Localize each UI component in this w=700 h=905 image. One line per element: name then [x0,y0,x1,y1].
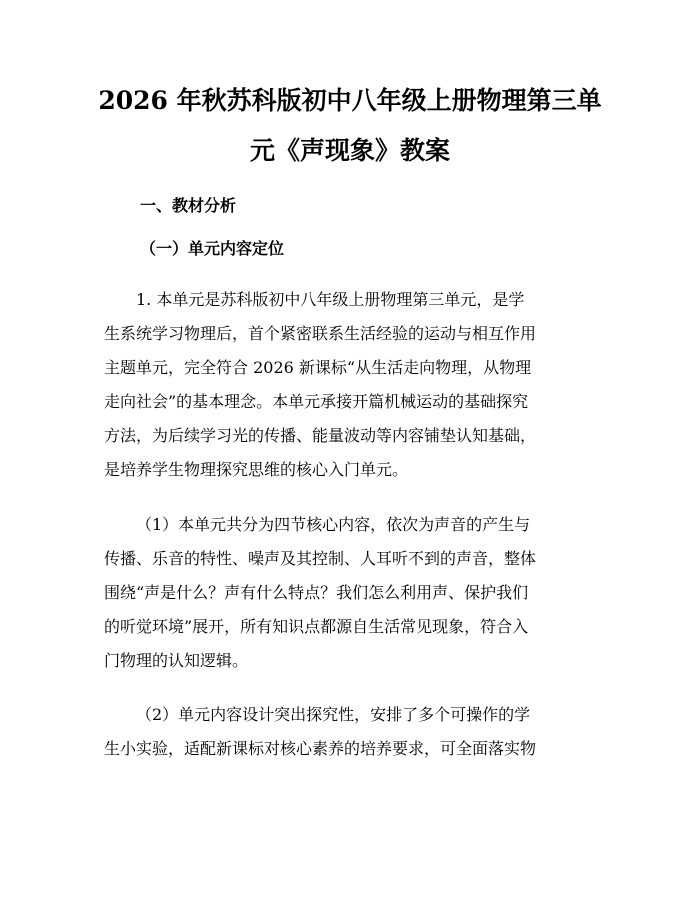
document-title-line-1: 2026 年秋苏科版初中八年级上册物理第三单 [98,86,602,115]
document-title-line-2: 元《声现象》教案 [249,136,450,165]
paragraph-line: （2）单元内容设计突出探究性，安排了多个可操作的学 [136,705,531,724]
paragraph-line: 传播、乐音的特性、噪声及其控制、人耳听不到的声音，整体 [104,549,537,568]
paragraph-line: （1）本单元共分为四节核心内容，依次为声音的产生与 [136,515,531,534]
paragraph-unit-positioning [104,290,604,494]
paragraph-unit-inquiry [104,705,604,773]
paragraph-line: 方法，为后续学习光的传播、能量波动等内容铺垫认知基础， [104,426,537,445]
subsection-heading: （一）单元内容定位 [140,239,285,258]
paragraph-line: 走向社会”的基本理念。本单元承接开篇机械运动的基础探究 [104,392,529,411]
paragraph-line: 门物理的认知逻辑。 [104,651,249,670]
paragraph-line: 围绕“声是什么？声有什么特点？我们怎么利用声、保护我们 [104,583,529,602]
paragraph-line: 主题单元，完全符合 2026 新课标“从生活走向物理，从物理 [104,358,532,377]
paragraph-line: 的听觉环境”展开，所有知识点都源自生活常见现象，符合入 [104,617,529,636]
paragraph-line: 生系统学习物理后，首个紧密联系生活经验的运动与相互作用 [104,324,537,343]
paragraph-line: 生小实验，适配新课标对核心素养的培养要求，可全面落实物 [104,739,537,758]
section-heading: 一、教材分析 [140,196,237,215]
paragraph-line: 1. 本单元是苏科版初中八年级上册物理第三单元，是学 [136,290,525,309]
paragraph-line: 是培养学生物理探究思维的核心入门单元。 [104,460,409,479]
paragraph-unit-structure [104,515,604,685]
